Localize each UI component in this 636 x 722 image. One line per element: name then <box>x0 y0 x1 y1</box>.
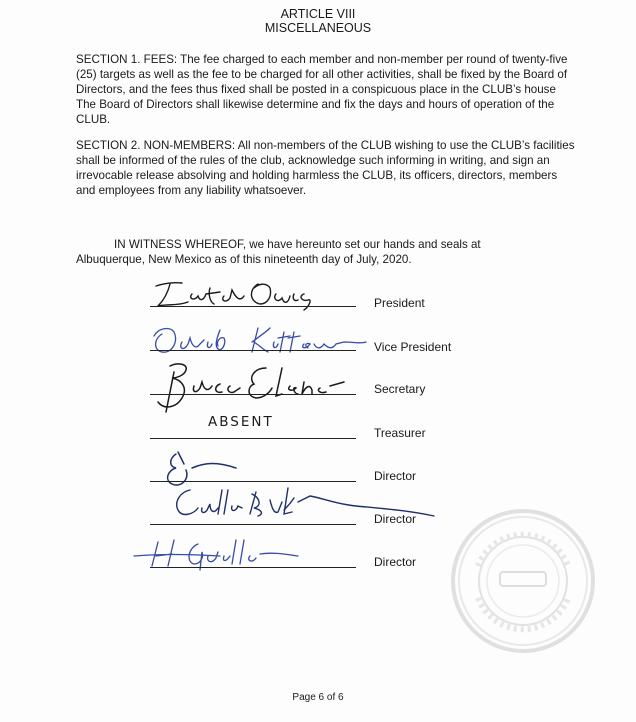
signature-line-treasurer <box>150 438 356 439</box>
page-number: Page 6 of 6 <box>292 692 344 703</box>
role-label-president: President <box>374 296 425 310</box>
witness-clause-line-2: Albuquerque, New Mexico as of this nineteenth day of July, 2020. <box>76 253 412 266</box>
role-label-secretary: Secretary <box>374 382 426 396</box>
role-label-vice-president: Vice President <box>374 340 452 354</box>
article-title: ARTICLE VIII <box>280 7 356 21</box>
signature-line-secretary <box>150 394 356 395</box>
treasurer-absent-note: ABSENT <box>208 414 274 430</box>
director-3-signature <box>128 534 308 574</box>
witness-clause-line-1: IN WITNESS WHEREOF, we have hereunto set our hands and seals at <box>114 238 481 251</box>
secretary-signature <box>148 358 358 418</box>
role-label-director-3: Director <box>374 555 417 569</box>
role-label-treasurer: Treasurer <box>374 426 426 440</box>
section-1-fees: SECTION 1. FEES: The fee charged to each member and non-member per round of twenty-five (25) targets as well as the fee to be charged for all other activities, shall be fixed by the Board of Directors, and the fees thus fixed shall be posted in a conspicuous place in the CLUB’s house The Board of Directors shall likewise determine and fix the days and hours of operation of the CLUB. <box>76 53 568 126</box>
section-2-non-members: SECTION 2. NON-MEMBERS: All non-members of the CLUB wishing to use the CLUB’s facilities shall be informed of the rules of the club, acknowledge such informing in writing, and sign an irrevocable release absolving and holding harmless the CLUB, its officers, directors, members and employees from any liability whatsoever. <box>76 139 575 197</box>
signature-line-president <box>150 306 356 307</box>
role-label-director-2: Director <box>374 512 417 526</box>
signature-line-director-3 <box>150 567 356 568</box>
article-subtitle: MISCELLANEOUS <box>264 21 372 35</box>
signature-line-director-2 <box>150 524 356 525</box>
signature-line-vice-president <box>150 350 356 351</box>
embossed-seal <box>448 506 598 656</box>
signature-line-director-1 <box>150 481 356 482</box>
role-label-director-1: Director <box>374 469 417 483</box>
vice-president-signature <box>148 322 368 358</box>
